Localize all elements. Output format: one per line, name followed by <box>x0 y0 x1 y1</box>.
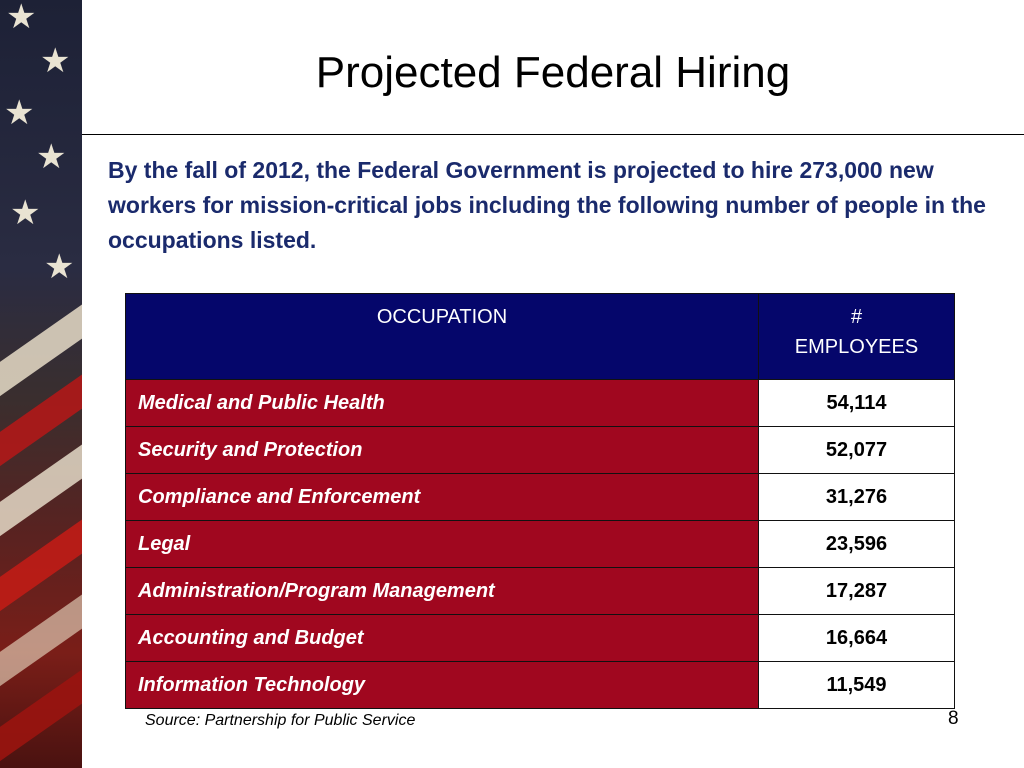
table-row <box>126 474 955 521</box>
employees-header-hash: # <box>850 306 863 328</box>
occupation-header: OCCUPATION <box>126 294 759 380</box>
employees-cell: 23,596 <box>759 521 955 568</box>
star-icon: ★ <box>4 93 35 133</box>
occupation-cell: Medical and Public Health <box>126 380 759 427</box>
occupation-cell: Information Technology <box>126 662 759 709</box>
table-row <box>126 427 955 474</box>
slide-title: Projected Federal Hiring <box>315 48 791 97</box>
employees-cell: 11,549 <box>759 662 955 709</box>
page-number: 8 <box>948 708 959 729</box>
star-icon: ★ <box>10 193 41 233</box>
table-row <box>126 662 955 709</box>
star-icon: ★ <box>6 0 37 37</box>
intro-paragraph: By the fall of 2012, the Federal Government is projected to hire 273,000 new workers for mission-critical jobs including the following number of people in the occupations listed. <box>108 157 986 253</box>
star-icon: ★ <box>40 41 71 81</box>
occupation-cell: Security and Protection <box>126 427 759 474</box>
employees-cell: 54,114 <box>759 380 955 427</box>
occupation-cell: Accounting and Budget <box>126 615 759 662</box>
table-row <box>126 568 955 615</box>
source-citation: Source: Partnership for Public Service <box>145 712 416 729</box>
employees-header-label: EMPLOYEES <box>794 336 919 358</box>
star-icon: ★ <box>36 137 67 177</box>
employees-cell: 31,276 <box>759 474 955 521</box>
employees-header <box>759 294 955 380</box>
flag-image <box>0 0 82 768</box>
table-header-row <box>126 294 955 380</box>
occupations-table <box>125 293 955 709</box>
title-divider <box>82 134 1024 135</box>
table-row <box>126 380 955 427</box>
employees-cell: 16,664 <box>759 615 955 662</box>
star-icon: ★ <box>44 247 75 287</box>
occupation-cell: Legal <box>126 521 759 568</box>
occupation-cell: Administration/Program Management <box>126 568 759 615</box>
employees-cell: 52,077 <box>759 427 955 474</box>
employees-cell: 17,287 <box>759 568 955 615</box>
table-row <box>126 521 955 568</box>
occupation-cell: Compliance and Enforcement <box>126 474 759 521</box>
table-row <box>126 615 955 662</box>
